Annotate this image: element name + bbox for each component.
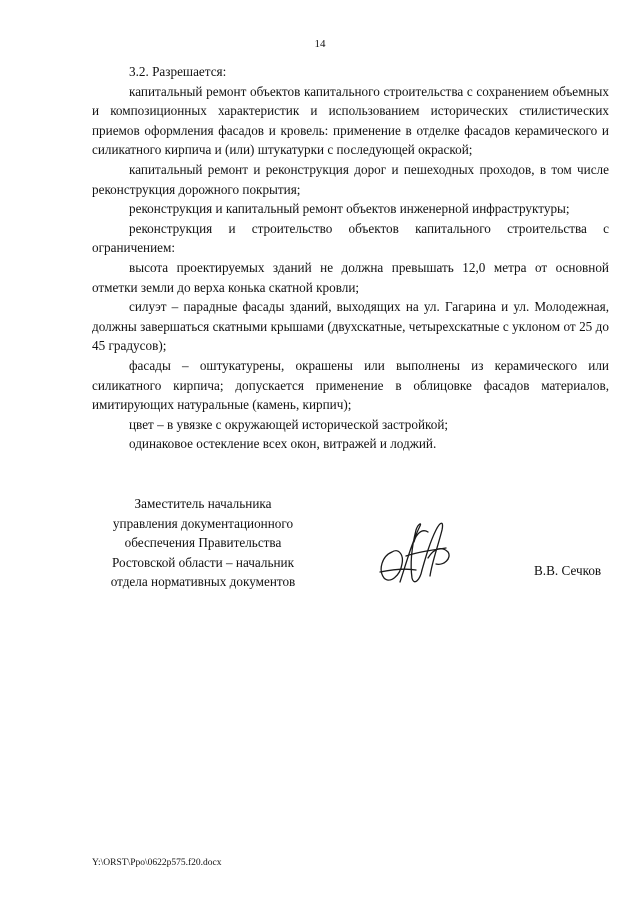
paragraph: цвет – в увязке с окружающей исторической застройкой; — [129, 416, 449, 432]
paragraph: реконструкция и строительство объектов капитального строительства с ограничением: — [92, 220, 609, 256]
signatory-title-line: обеспечения Правительства — [124, 535, 282, 550]
paragraph: силуэт – парадные фасады зданий, выходящих на ул. Гагарина и ул. Молодежная, должны завершаться скатными крышами (двухскатные, четырехскатные с уклоном от 25 до 45 градусов); — [92, 299, 609, 354]
paragraph: капитальный ремонт и реконструкция дорог и пешеходных проходов, в том числе реконструкция дорожного покрытия; — [92, 161, 609, 197]
paragraph: высота проектируемых зданий не должна превышать 12,0 метра от основной отметки земли до верха конька скатной кровли; — [92, 259, 609, 295]
signatory-title-line: управления документационного — [112, 515, 294, 531]
paragraph: одинаковое остекление всех окон, витражей и лоджий. — [129, 436, 437, 452]
signatory-title-line: Заместитель начальника — [134, 496, 272, 511]
paragraph: реконструкция и капитальный ремонт объектов инженерной инфраструктуры; — [129, 201, 570, 217]
section-heading: 3.2. Разрешается: — [129, 64, 227, 79]
signatory-title-line: Ростовской области – начальник — [111, 554, 295, 570]
signatory-title-line: отдела нормативных документов — [110, 574, 296, 589]
handwritten-signature — [370, 512, 460, 592]
signatory-title — [92, 494, 314, 592]
file-path-footer: Y:\ORST\Ppo\0622p575.f20.docx — [92, 858, 222, 868]
paragraph: капитальный ремонт объектов капитального строительства с сохранением объемных и композиционных характеристик и использованием исторических стилистических приемов оформления фасадов и кровель: применение в отделке фасадов керамического и силикатного кирпича и (или) штукатурки с последующей окраской; — [92, 83, 609, 158]
page-number: 14 — [314, 38, 326, 50]
signer-name: В.В. Сечков — [534, 563, 602, 578]
paragraph: фасады – оштукатурены, окрашены или выполнены из керамического или силикатного кирпича; допускается применение в облицовке фасадов материалов, имитирующих натуральные (камень, кирпич); — [92, 357, 609, 413]
document-body — [92, 62, 609, 454]
